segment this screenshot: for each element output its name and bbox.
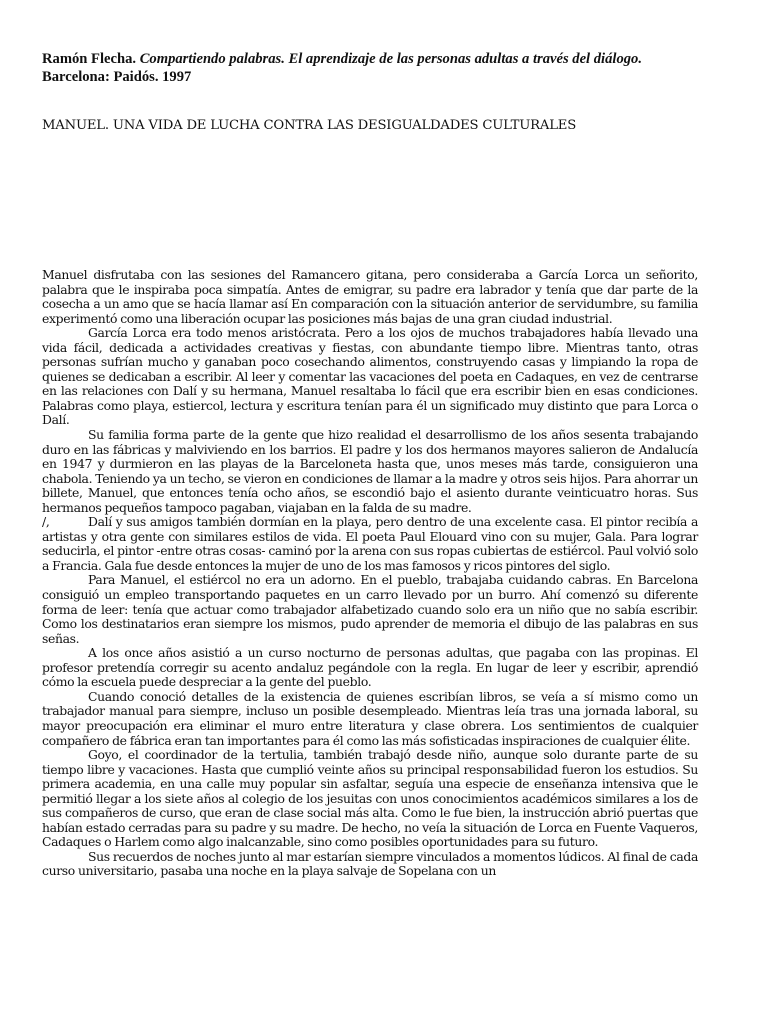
paragraph: Goyo, el coordinador de la tertulia, también trabajó desde niño, aunque solo durante parte de su tiempo libre y vacaciones. Hasta que cumplió veinte años su principal responsabilidad fueron los estudios. Su primera academia, en una calle muy popular sin asfaltar, seguía una especie de enseñanza intensiva que le permitió llegar a los siete años al colegio de los jesuitas con unos conocimientos académicos similares a los de sus compañeros de curso, que eran de clase social más alta. Como le fue bien, la instrucción abrió puertas que habían estado cerradas para su padre y su madre. De hecho, no veía la situación de Lorca en Fuente Vaqueros, Cadaques o Harlem como algo inalcanzable, sino como posibles oportunidades para su futuro. [42,747,698,850]
paragraph: A los once años asistió a un curso nocturno de personas adultas, que pagaba con las propinas. El profesor pretendía corregir su acento andaluz pegándole con la regla. En lugar de leer y escribir, aprendió cómo la escuela puede despreciar a la gente del pueblo. [42,645,698,690]
paragraph-with-marker [42,515,698,573]
section-title: MANUEL. UNA VIDA DE LUCHA CONTRA LAS DESIGUALDADES CULTURALES [42,118,577,133]
body-text [42,268,698,879]
paragraph-marker: /, [42,514,50,530]
paragraph: Cuando conoció detalles de la existencia de quienes escribían libros, se veía a sí mismo como un trabajador manual para siempre, incluso un posible desempleado. Mientras leía tras una jornada laboral, su mayor preocupación era eliminar el muro entre literatura y clase obrera. Los sentimientos de cualquier compañero de fábrica eran tan importantes para él como las más sofisticadas inspiraciones de cualquier élite. [42,688,698,748]
citation-publisher: Barcelona: Paidós. 1997 [42,69,192,85]
paragraph: García Lorca era todo menos aristócrata. Pero a los ojos de muchos trabajadores había llevado una vida fácil, dedicada a actividades creativas y fiestas, con abundante tiempo libre. Mientras tanto, otras personas sufrían mucho y ganaban poco cosechando alimentos, construyendo casas y limpiando la ropa de quienes se dedicaban a escribir. Al leer y comentar las vacaciones del poeta en Cadaques, en vez de centrarse en las relaciones con Dalí y su hermana, Manuel resaltaba lo fácil que era escribir bien en esas condiciones. Palabras como playa, estiercol, lectura y escritura tenían para él un significado muy distinto que para Lorca o Dalí. [42,325,698,428]
paragraph: Manuel disfrutaba con las sesiones del Ramancero gitana, pero consideraba a García Lorca un señorito, palabra que le inspiraba poca simpatía. Antes de emigrar, su padre era labrador y tenía que dar parte de la cosecha a un amo que se hacía llamar así En comparación con la situación anterior de servidumbre, su familia experimentó como una liberación ocupar las posiciones más bajas de una gran ciudad industrial. [42,267,698,326]
paragraph: Para Manuel, el estiércol no era un adorno. En el pueblo, trabajaba cuidando cabras. En Barcelona consiguió un empleo transportando paquetes en un carro llevado por un burro. Ahí comenzó su diferente forma de leer: tenía que actuar como trabajador alfabetizado cuando solo era un niño que no sabía escribir. Como los destinatarios eran siempre los mismos, pudo aprender de memoria el dibujo de las palabras en sus señas. [42,572,698,646]
bibliographic-citation [42,50,702,86]
citation-work-title: Compartiendo palabras. El aprendizaje de las personas adultas a través del diálogo. [139,51,643,67]
paragraph-text: Dalí y sus amigos también dormían en la playa, pero dentro de una excelente casa. El pintor recibía a artistas y otra gente con similares estilos de vida. El poeta Paul Elouard vino con su mujer, Gala. Para lograr seducirla, el pintor -entre otras cosas- caminó por la arena con sus ropas cubiertas de estiércol. Paul volvió solo a Francia. Gala fue desde entonces la mujer de uno de los mas famosos y ricos pintores del siglo. [42,514,698,573]
paragraph: Su familia forma parte de la gente que hizo realidad el desarrollismo de los años sesenta trabajando duro en las fábricas y malviviendo en los barrios. El padre y los dos hermanos mayores salieron de Andalucía en 1947 y durmieron en las playas de la Barceloneta hasta que, unos meses más tarde, consiguieron una chabola. Teniendo ya un techo, se vieron en condiciones de llamar a la madre y otros seis hijos. Para ahorrar un billete, Manuel, que entonces tenía ocho años, se escondió bajo el asiento durante veinticuatro horas. Sus hermanos pequeños tampoco pagaban, viajaban en la falda de su madre. [42,427,698,515]
paragraph: Sus recuerdos de noches junto al mar estarían siempre vinculados a momentos lúdicos. Al final de cada curso universitario, pasaba una noche en la playa salvaje de Sopelana con un [42,848,698,879]
citation-author: Ramón Flecha. [42,51,137,67]
